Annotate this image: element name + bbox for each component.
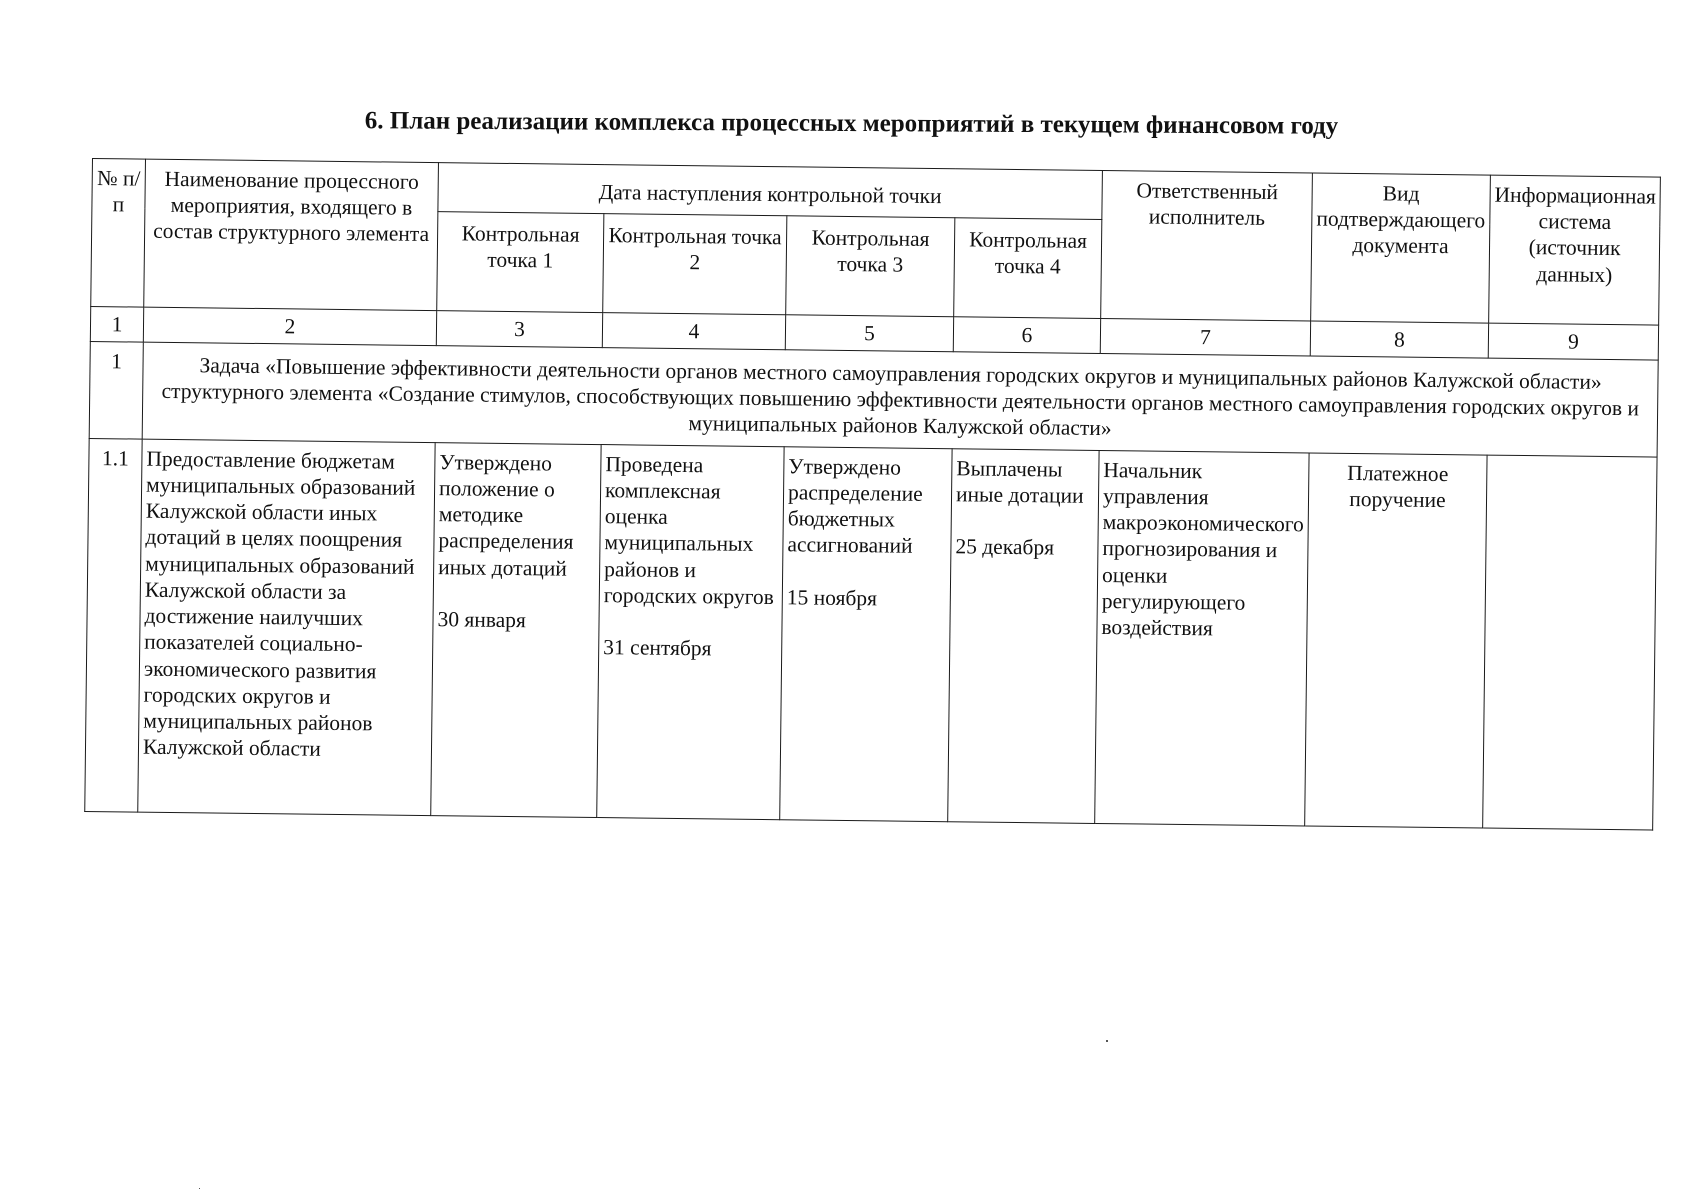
checkpoint-2-date: 31 сентября [603, 635, 712, 661]
checkpoint-2-text: Проведена комплексная оценка муниципальных районов и городских округов [603, 451, 775, 610]
checkpoint-1-cell [431, 442, 601, 817]
header-checkpoint-4: Контрольная точка 4 [954, 218, 1102, 319]
header-responsible: Ответственный исполнитель [1101, 170, 1313, 321]
responsible-executor: Начальник управления макроэкономического прогнозирования и оценки регулирующего воздействия [1095, 450, 1309, 825]
plan-table-wrapper [84, 158, 1661, 830]
header-checkpoint-3: Контрольная точка 3 [786, 216, 955, 317]
activity-name: Предоставление бюджетам муниципальных образований Калужской области иных дотаций в целях поощрения муниципальных образований Калужской области за достижение наилучших показателей социально-экономического развития городских округов и муниципальных районов Калужской области [138, 439, 435, 815]
checkpoint-4-cell [948, 449, 1099, 824]
checkpoint-2-cell [597, 444, 784, 819]
info-system [1483, 455, 1658, 830]
header-document-type: Вид подтверждающего документа [1311, 173, 1491, 323]
plan-table [84, 158, 1661, 830]
column-number: 7 [1100, 319, 1310, 357]
checkpoint-3-cell [780, 447, 952, 822]
column-number: 9 [1488, 323, 1659, 360]
task-row [89, 342, 1658, 457]
column-number: 1 [90, 307, 143, 343]
checkpoint-4-text: Выплачены иные дотации [955, 456, 1084, 508]
column-number: 2 [143, 307, 436, 346]
column-number: 5 [785, 315, 953, 352]
header-activity-name: Наименование процессного мероприятия, входящего в состав структурного элемента [144, 159, 439, 311]
task-number: 1 [89, 342, 143, 439]
table-row [85, 438, 1658, 830]
checkpoint-1-text: Утверждено положение о методике распределения иных дотаций [438, 449, 574, 581]
task-description: Задача «Повышение эффективности деятельности органов местного самоуправления городских округов и муниципальных районов Калужской области» структурного элемента «Создание стимулов, способствующих повышению эффективности деятельности органов местного самоуправления городских округов и муниципальных районов Калужской области» [142, 343, 1658, 457]
header-date-group: Дата наступления контрольной точки [438, 163, 1103, 220]
column-number: 3 [436, 311, 602, 348]
scan-speck [1106, 1040, 1108, 1042]
header-info-system: Информационная система (источник данных) [1489, 175, 1661, 325]
header-number: № п/п [91, 159, 146, 308]
header-checkpoint-2: Контрольная точка 2 [603, 214, 787, 315]
checkpoint-3-date: 15 ноября [786, 584, 878, 611]
page-title: 6. План реализации комплекса процессных мероприятий в текущем финансовом году [364, 107, 1339, 140]
checkpoint-1-date: 30 января [437, 607, 527, 633]
row-number: 1.1 [85, 438, 142, 812]
document-type: Платежное поручение [1305, 453, 1487, 828]
header-checkpoint-1: Контрольная точка 1 [437, 212, 604, 313]
checkpoint-4-date: 25 декабря [955, 534, 1055, 560]
checkpoint-3-text: Утверждено распределение бюджетных ассигнований [787, 454, 923, 559]
column-number: 8 [1310, 321, 1488, 358]
column-number: 6 [953, 317, 1100, 354]
scan-speck [199, 1188, 200, 1189]
column-number: 4 [602, 313, 785, 350]
